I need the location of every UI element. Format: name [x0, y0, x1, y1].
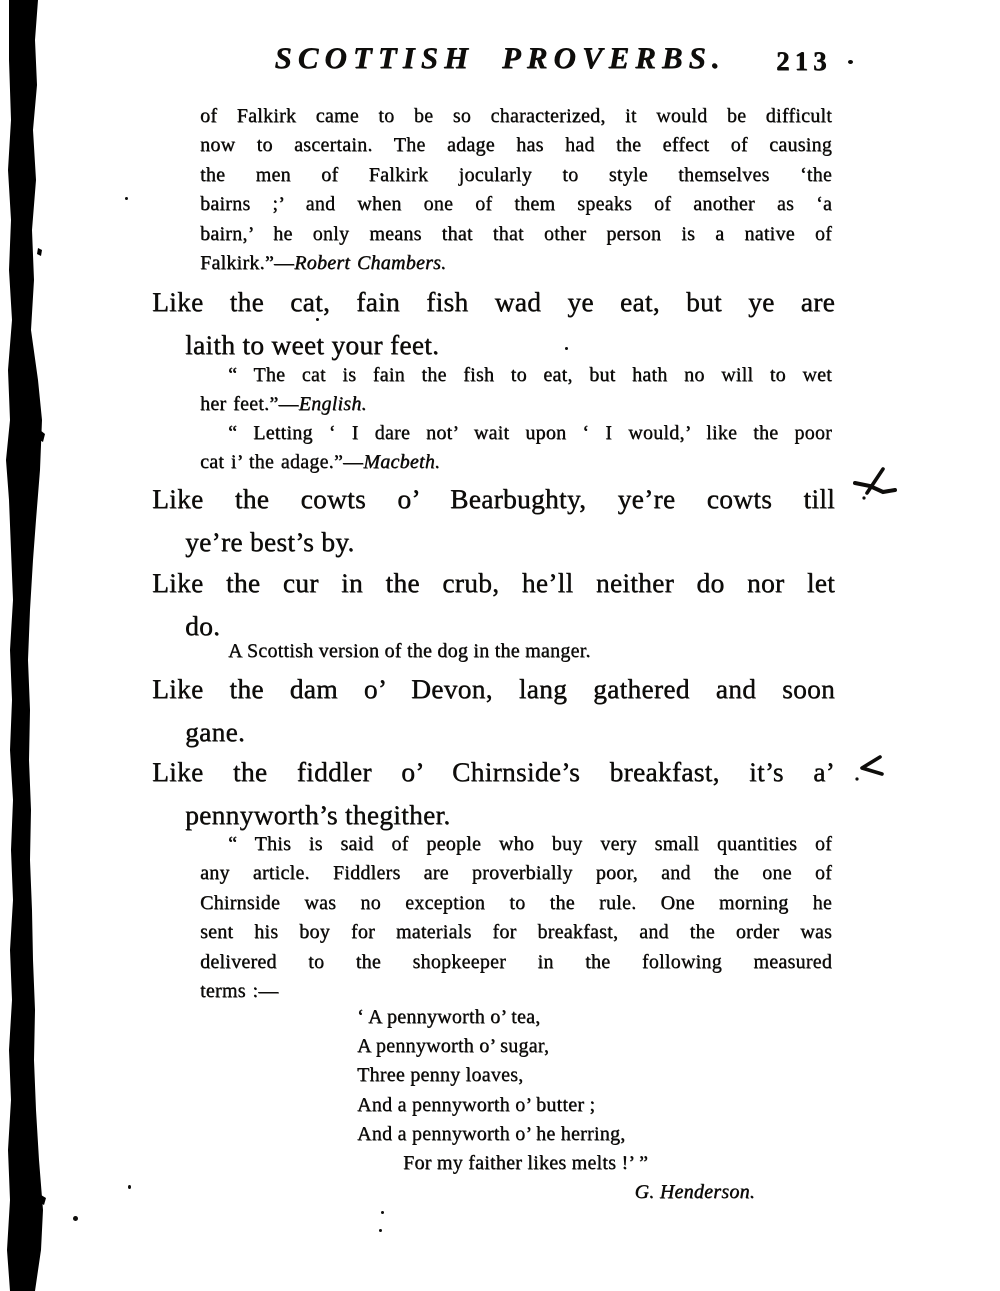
- verse-pennyworth: [357, 1003, 755, 1207]
- scan-speck: [565, 347, 568, 350]
- text-line: now to ascertain. The adage has had the effect of causing: [200, 134, 832, 157]
- text-line: ye’re best’s by.: [185, 526, 355, 557]
- proverb-cat: [152, 280, 835, 366]
- binding-gutter-shadow: [0, 0, 60, 1291]
- text-line: “ The cat is fain the fish to eat, but hath no will to wet: [228, 364, 832, 386]
- text-line: bairns ;’ and when one of them speaks of another as ‘a: [200, 193, 832, 216]
- verse-line: For my faither likes melts !’ ”: [403, 1152, 649, 1175]
- scan-speck: [316, 318, 319, 321]
- text-line: Like the cowts o’ Bearbughty, ye’re cowts till: [152, 483, 835, 514]
- text-line: pennyworth’s thegither.: [185, 799, 451, 830]
- scan-speck: [73, 1216, 78, 1221]
- text-line: the men of Falkirk jocularly to style themselves ‘the: [200, 163, 832, 186]
- scan-speck: [381, 1211, 384, 1214]
- scan-speck: [848, 60, 853, 64]
- text-line: of Falkirk came to be so characterized, it would be difficult: [200, 105, 832, 127]
- attribution: English.: [298, 393, 367, 416]
- attribution: G. Henderson.: [634, 1181, 755, 1204]
- text-line: gane.: [185, 716, 246, 747]
- text-line: [200, 390, 832, 419]
- text-line: do.: [185, 610, 221, 641]
- text-segment: Falkirk.”—: [200, 252, 295, 275]
- page-title: SCOTTISH PROVERBS.: [274, 40, 726, 75]
- text-line: any article. Fiddlers are proverbially poor, and the one of: [200, 862, 832, 885]
- text-line: “ Letting ‘ I dare not’ wait upon ‘ I would,’ like the poor: [228, 422, 832, 444]
- note-cat-macbeth: [200, 419, 832, 478]
- scan-speck: [125, 197, 128, 200]
- verse-line: Three penny loaves,: [357, 1064, 524, 1087]
- note-falkirk: [200, 102, 832, 278]
- verse-line: A pennyworth o’ sugar,: [357, 1035, 550, 1058]
- scan-speck: [379, 1229, 382, 1232]
- text-line: sent his boy for materials for breakfast, and the order was: [200, 921, 832, 944]
- text-line: laith to weet your feet.: [185, 329, 440, 360]
- text-segment: her feet.”—: [200, 393, 299, 416]
- attribution: Macbeth.: [363, 451, 441, 474]
- text-line: Chirnside was no exception to the rule. One morning he: [200, 891, 832, 914]
- proverb-fiddler: [152, 750, 835, 836]
- proverb-dam: [152, 667, 835, 753]
- text-line: [200, 249, 832, 278]
- note-cat-english: [200, 361, 832, 420]
- text-line: Like the cur in the crub, he’ll neither do nor let: [152, 567, 835, 598]
- verse-line: ‘ A pennyworth o’ tea,: [357, 1006, 541, 1028]
- note-fiddler: [200, 830, 832, 1006]
- text-line: [200, 448, 832, 477]
- proverb-cowts: [152, 477, 835, 563]
- text-line: Like the fiddler o’ Chirnside’s breakfast, it’s a’: [152, 756, 835, 787]
- text-line: A Scottish version of the dog in the manger.: [228, 640, 591, 662]
- text-line: “ This is said of people who buy very small quantities of: [228, 833, 832, 855]
- text-line: Like the dam o’ Devon, lang gathered and soon: [152, 673, 835, 704]
- scan-speck: [128, 1185, 131, 1189]
- text-line: Like the cat, fain fish wad ye eat, but ye are: [152, 286, 835, 317]
- page-number: 213: [776, 46, 832, 76]
- pencil-check-mark-icon: [850, 750, 886, 784]
- text-segment: cat i’ the adage.”—: [200, 451, 364, 474]
- text-line: delivered to the shopkeeper in the following measured: [200, 950, 832, 973]
- proverb-cur: [152, 561, 835, 647]
- note-cur: [228, 637, 832, 666]
- verse-line: And a pennyworth o’ butter ;: [357, 1093, 596, 1116]
- pencil-check-mark-icon: [852, 466, 902, 504]
- verse-line: And a pennyworth o’ he herring,: [357, 1122, 626, 1145]
- text-line: bairn,’ he only means that that other person is a native of: [200, 222, 832, 245]
- attribution: Robert Chambers.: [294, 252, 447, 275]
- text-line: terms :—: [200, 980, 279, 1003]
